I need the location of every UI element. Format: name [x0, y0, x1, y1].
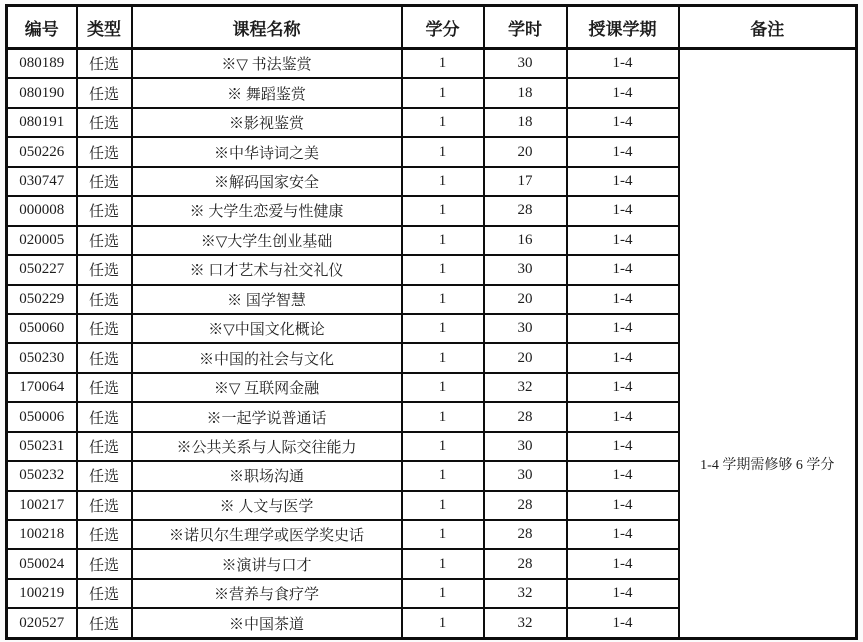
course-name-cell: ※演讲与口才 — [132, 549, 402, 578]
course-type-cell: 任选 — [77, 226, 132, 255]
course-hours-cell: 32 — [484, 608, 567, 638]
course-code-cell: 170064 — [7, 373, 77, 402]
course-name-cell: ※影视鉴赏 — [132, 108, 402, 137]
course-credits-cell: 1 — [402, 461, 484, 490]
course-semester-cell: 1-4 — [567, 196, 679, 225]
course-credits-cell: 1 — [402, 137, 484, 166]
course-credits-cell: 1 — [402, 432, 484, 461]
course-semester-cell: 1-4 — [567, 137, 679, 166]
course-semester-cell: 1-4 — [567, 78, 679, 107]
header-credits: 学分 — [402, 6, 484, 49]
course-credits-cell: 1 — [402, 520, 484, 549]
course-code-cell: 020005 — [7, 226, 77, 255]
course-semester-cell: 1-4 — [567, 108, 679, 137]
header-name: 课程名称 — [132, 6, 402, 49]
course-semester-cell: 1-4 — [567, 579, 679, 608]
table-header — [7, 6, 857, 49]
table-row — [7, 49, 857, 79]
course-hours-cell: 32 — [484, 579, 567, 608]
remarks-cell — [679, 49, 857, 639]
course-name-cell: ※中国的社会与文化 — [132, 343, 402, 372]
course-code-cell: 050060 — [7, 314, 77, 343]
course-hours-cell: 18 — [484, 78, 567, 107]
course-table-container — [5, 4, 858, 640]
course-name-cell: ※中国茶道 — [132, 608, 402, 638]
course-hours-cell: 28 — [484, 491, 567, 520]
course-name-cell: ※营养与食疗学 — [132, 579, 402, 608]
header-code: 编号 — [7, 6, 77, 49]
course-code-cell: 080191 — [7, 108, 77, 137]
table-body — [7, 49, 857, 639]
course-code-cell: 000008 — [7, 196, 77, 225]
course-name-cell: ※职场沟通 — [132, 461, 402, 490]
course-code-cell: 030747 — [7, 167, 77, 196]
course-semester-cell: 1-4 — [567, 520, 679, 549]
course-type-cell: 任选 — [77, 549, 132, 578]
course-table — [5, 4, 858, 640]
course-hours-cell: 18 — [484, 108, 567, 137]
course-name-cell: ※一起学说普通话 — [132, 402, 402, 431]
course-name-cell: ※解码国家安全 — [132, 167, 402, 196]
course-type-cell: 任选 — [77, 49, 132, 79]
course-hours-cell: 16 — [484, 226, 567, 255]
course-code-cell: 050006 — [7, 402, 77, 431]
course-hours-cell: 30 — [484, 461, 567, 490]
course-code-cell: 050231 — [7, 432, 77, 461]
course-credits-cell: 1 — [402, 549, 484, 578]
course-code-cell: 100218 — [7, 520, 77, 549]
course-name-cell: ※诺贝尔生理学或医学奖史话 — [132, 520, 402, 549]
header-row — [7, 6, 857, 49]
course-hours-cell: 28 — [484, 402, 567, 431]
course-code-cell: 080189 — [7, 49, 77, 79]
course-hours-cell: 30 — [484, 314, 567, 343]
course-semester-cell: 1-4 — [567, 49, 679, 79]
course-hours-cell: 17 — [484, 167, 567, 196]
course-type-cell: 任选 — [77, 167, 132, 196]
course-semester-cell: 1-4 — [567, 461, 679, 490]
course-type-cell: 任选 — [77, 432, 132, 461]
course-type-cell: 任选 — [77, 461, 132, 490]
course-name-cell: ※▽中国文化概论 — [132, 314, 402, 343]
course-type-cell: 任选 — [77, 196, 132, 225]
course-credits-cell: 1 — [402, 314, 484, 343]
course-hours-cell: 30 — [484, 432, 567, 461]
course-code-cell: 100217 — [7, 491, 77, 520]
course-credits-cell: 1 — [402, 196, 484, 225]
course-hours-cell: 20 — [484, 137, 567, 166]
course-type-cell: 任选 — [77, 608, 132, 638]
course-semester-cell: 1-4 — [567, 343, 679, 372]
course-type-cell: 任选 — [77, 108, 132, 137]
course-type-cell: 任选 — [77, 520, 132, 549]
course-type-cell: 任选 — [77, 255, 132, 284]
course-credits-cell: 1 — [402, 373, 484, 402]
course-hours-cell: 28 — [484, 520, 567, 549]
course-type-cell: 任选 — [77, 137, 132, 166]
course-hours-cell: 28 — [484, 196, 567, 225]
course-name-cell: ※▽大学生创业基础 — [132, 226, 402, 255]
course-code-cell: 050230 — [7, 343, 77, 372]
course-credits-cell: 1 — [402, 167, 484, 196]
course-code-cell: 050227 — [7, 255, 77, 284]
course-hours-cell: 20 — [484, 343, 567, 372]
course-type-cell: 任选 — [77, 402, 132, 431]
course-hours-cell: 32 — [484, 373, 567, 402]
remarks-text: 1-4 学期需修够 6 学分 — [700, 458, 835, 473]
course-type-cell: 任选 — [77, 579, 132, 608]
course-credits-cell: 1 — [402, 49, 484, 79]
course-type-cell: 任选 — [77, 373, 132, 402]
course-name-cell: ※ 国学智慧 — [132, 285, 402, 314]
course-code-cell: 050024 — [7, 549, 77, 578]
course-semester-cell: 1-4 — [567, 285, 679, 314]
course-hours-cell: 28 — [484, 549, 567, 578]
course-type-cell: 任选 — [77, 314, 132, 343]
course-credits-cell: 1 — [402, 402, 484, 431]
course-name-cell: ※ 舞蹈鉴赏 — [132, 78, 402, 107]
course-credits-cell: 1 — [402, 255, 484, 284]
header-type: 类型 — [77, 6, 132, 49]
course-name-cell: ※▽ 书法鉴赏 — [132, 49, 402, 79]
course-semester-cell: 1-4 — [567, 432, 679, 461]
course-type-cell: 任选 — [77, 343, 132, 372]
course-semester-cell: 1-4 — [567, 549, 679, 578]
course-type-cell: 任选 — [77, 78, 132, 107]
course-name-cell: ※ 口才艺术与社交礼仪 — [132, 255, 402, 284]
course-code-cell: 050226 — [7, 137, 77, 166]
course-code-cell: 050232 — [7, 461, 77, 490]
course-semester-cell: 1-4 — [567, 226, 679, 255]
course-semester-cell: 1-4 — [567, 373, 679, 402]
course-semester-cell: 1-4 — [567, 491, 679, 520]
course-credits-cell: 1 — [402, 608, 484, 638]
course-code-cell: 100219 — [7, 579, 77, 608]
course-type-cell: 任选 — [77, 491, 132, 520]
course-type-cell: 任选 — [77, 285, 132, 314]
course-credits-cell: 1 — [402, 491, 484, 520]
header-hours: 学时 — [484, 6, 567, 49]
course-credits-cell: 1 — [402, 579, 484, 608]
course-code-cell: 050229 — [7, 285, 77, 314]
course-semester-cell: 1-4 — [567, 314, 679, 343]
course-credits-cell: 1 — [402, 78, 484, 107]
course-name-cell: ※ 大学生恋爱与性健康 — [132, 196, 402, 225]
course-code-cell: 080190 — [7, 78, 77, 107]
course-hours-cell: 30 — [484, 255, 567, 284]
course-code-cell: 020527 — [7, 608, 77, 638]
course-credits-cell: 1 — [402, 285, 484, 314]
course-hours-cell: 20 — [484, 285, 567, 314]
course-semester-cell: 1-4 — [567, 167, 679, 196]
course-credits-cell: 1 — [402, 226, 484, 255]
course-credits-cell: 1 — [402, 343, 484, 372]
header-semester: 授课学期 — [567, 6, 679, 49]
course-hours-cell: 30 — [484, 49, 567, 79]
course-name-cell: ※中华诗词之美 — [132, 137, 402, 166]
course-semester-cell: 1-4 — [567, 255, 679, 284]
course-name-cell: ※ 人文与医学 — [132, 491, 402, 520]
course-semester-cell: 1-4 — [567, 402, 679, 431]
header-remarks: 备注 — [679, 6, 857, 49]
course-name-cell: ※公共关系与人际交往能力 — [132, 432, 402, 461]
course-credits-cell: 1 — [402, 108, 484, 137]
course-name-cell: ※▽ 互联网金融 — [132, 373, 402, 402]
course-semester-cell: 1-4 — [567, 608, 679, 638]
